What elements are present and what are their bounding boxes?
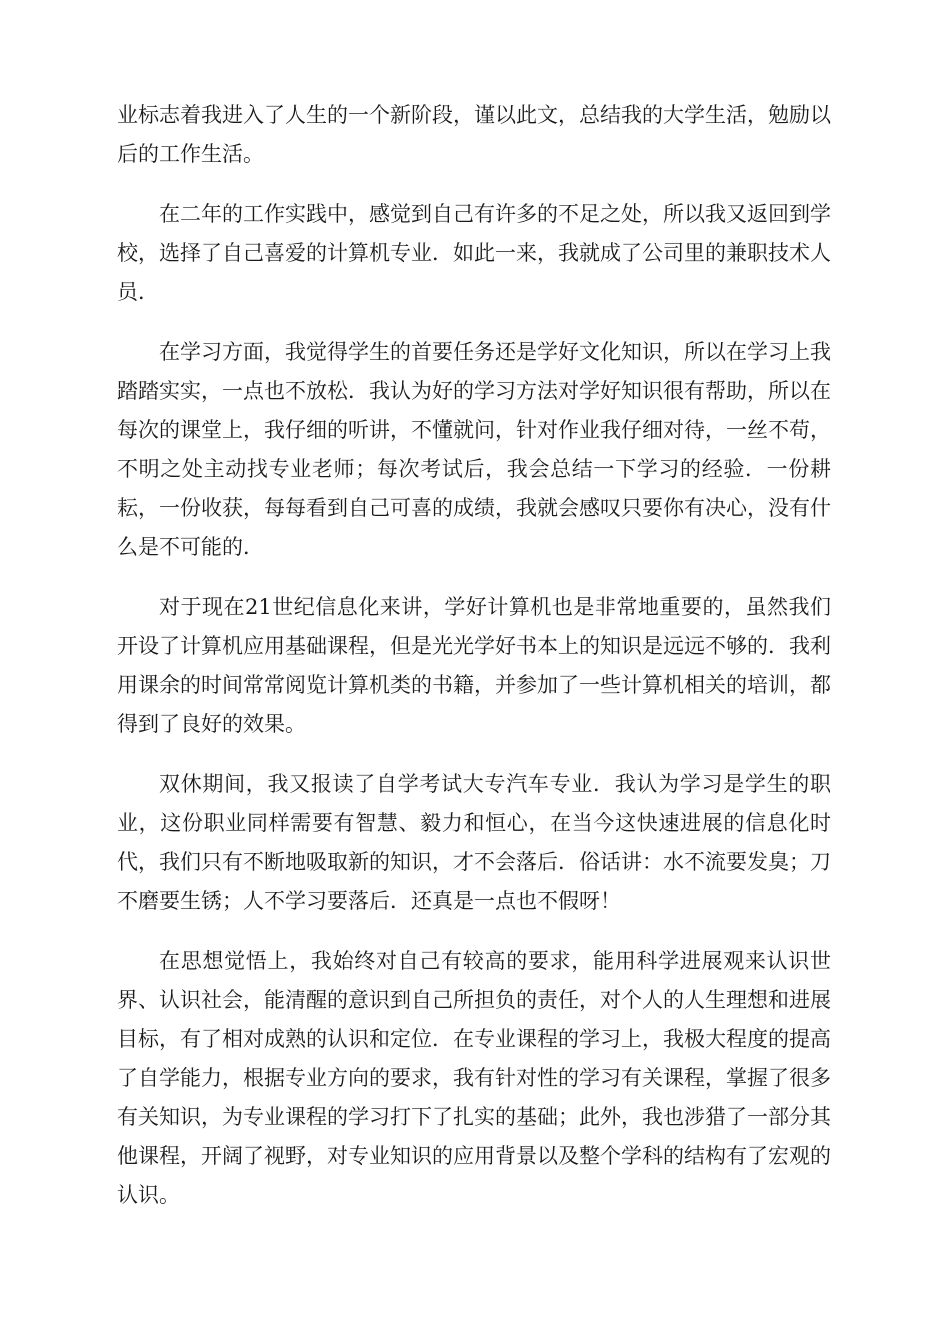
- document-body: [117, 96, 831, 1236]
- paragraph-work-practice: 在二年的工作实践中，感觉到自己有许多的不足之处，所以我又返回到学校，选择了自己喜爱的计算机专业．如此一来，我就成了公司里的兼职技术人员．: [117, 202, 831, 304]
- paragraph-weekend-study: 双休期间，我又报读了自学考试大专汽车专业．我认为学习是学生的职业，这份职业同样需要有智慧、毅力和恒心，在当今这快速进展的信息化时代，我们只有不断地吸取新的知识，才不会落后．俗话讲：水不流要发臭；刀不磨要生锈；人不学习要落后．还真是一点也不假呀！: [117, 772, 831, 913]
- paragraph-ideology: 在思想觉悟上，我始终对自己有较高的要求，能用科学进展观来认识世界、认识社会，能清醒的意识到自己所担负的责任，对个人的人生理想和进展目标，有了相对成熟的认识和定位．在专业课程的学习上，我极大程度的提高了自学能力，根据专业方向的要求，我有针对性的学习有关课程，掌握了很多有关知识，为专业课程的学习打下了扎实的基础；此外，我也涉猎了一部分其他课程，开阔了视野，对专业知识的应用背景以及整个学科的结构有了宏观的认识。: [117, 949, 831, 1207]
- paragraph-computer: 对于现在21世纪信息化来讲，学好计算机也是非常地重要的，虽然我们开设了计算机应用基础课程，但是光光学好书本上的知识是远远不够的．我利用课余的时间常常阅览计算机类的书籍，并参加了一些计算机相关的培训，都得到了良好的效果。: [117, 595, 831, 736]
- paragraph-study: 在学习方面，我觉得学生的首要任务还是学好文化知识，所以在学习上我踏踏实实，一点也不放松．我认为好的学习方法对学好知识很有帮助，所以在每次的课堂上，我仔细的听讲，不懂就问，针对作业我仔细对待，一丝不苟，不明之处主动找专业老师；每次考试后，我会总结一下学习的经验．一份耕耘，一份收获，每每看到自己可喜的成绩，我就会感叹只要你有决心，没有什么是不可能的．: [117, 340, 831, 559]
- paragraph-continuation: 业标志着我进入了人生的一个新阶段，谨以此文，总结我的大学生活，勉励以后的工作生活。: [117, 103, 831, 166]
